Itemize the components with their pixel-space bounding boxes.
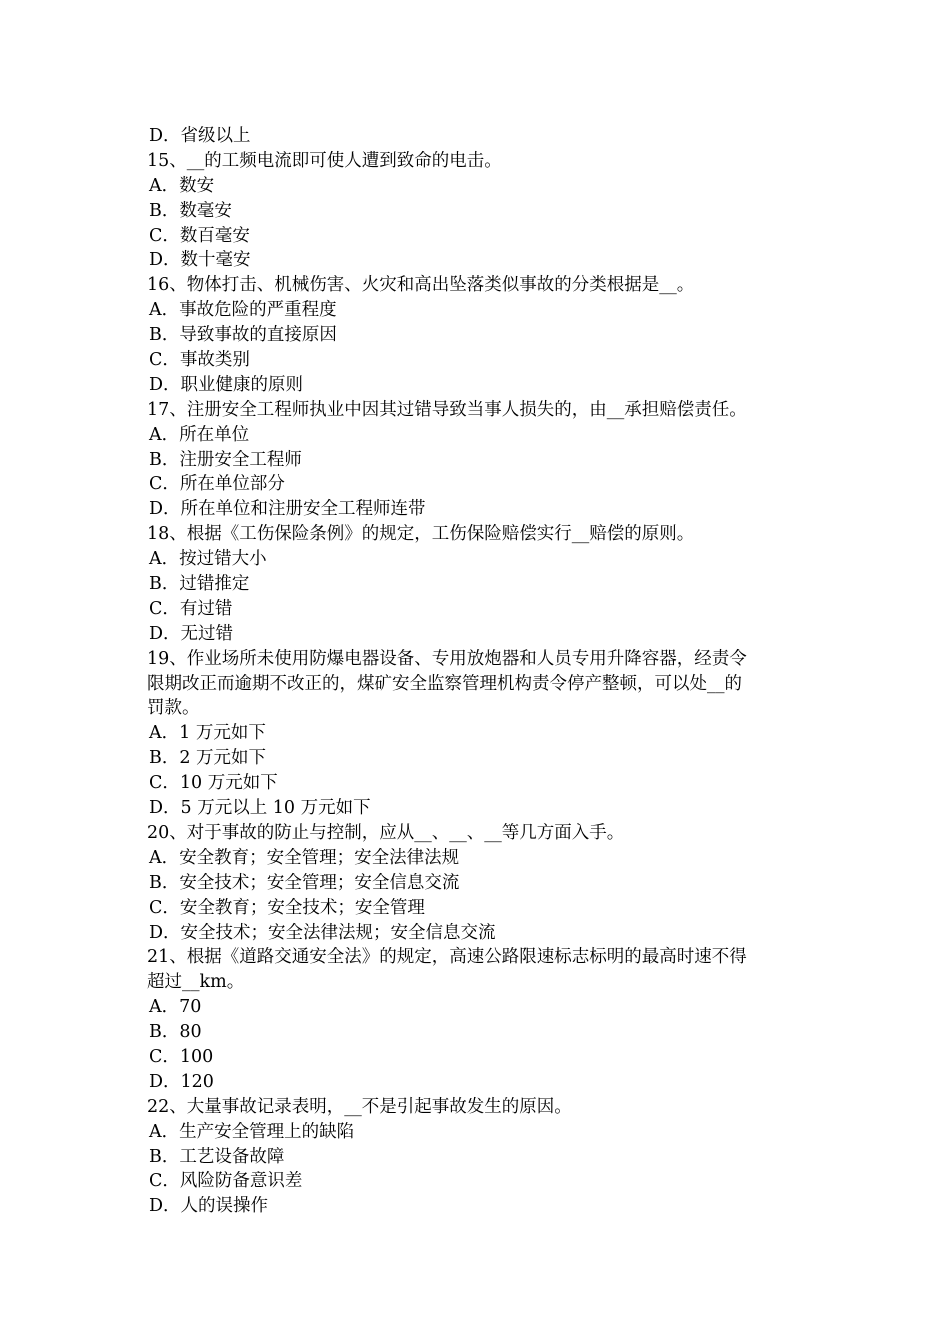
question-text-line: 21、根据《道路交通安全法》的规定，高速公路限速标志标明的最高时速不得 (147, 947, 747, 968)
answer-option: D．省级以上 (149, 126, 251, 146)
answer-option: B．80 (149, 1022, 202, 1043)
answer-option: A．1 万元如下 (149, 723, 266, 744)
answer-option: B．数毫安 (149, 200, 232, 221)
answer-option: D．职业健康的原则 (149, 374, 304, 395)
answer-option: A．按过错大小 (149, 549, 267, 570)
answer-option: D．人的误操作 (149, 1196, 269, 1217)
answer-option: D．安全技术；安全法律法规；安全信息交流 (149, 922, 496, 943)
question-text-line: 16、物体打击、机械伤害、火灾和高出坠落类似事故的分类根据是__。 (147, 275, 695, 296)
answer-option: B．注册安全工程师 (149, 449, 302, 470)
answer-option: B．过错推定 (149, 574, 250, 595)
question-text-line: 20、对于事故的防止与控制，应从__、__、__等几方面入手。 (147, 822, 625, 843)
question-text-line: 罚款。 (147, 698, 200, 719)
answer-option: B．安全技术；安全管理；安全信息交流 (149, 872, 460, 893)
answer-option: C．安全教育；安全技术；安全管理 (149, 897, 425, 918)
question-text-line: 限期改正而逾期不改正的，煤矿安全监察管理机构责令停产整顿，可以处__的 (147, 673, 742, 694)
question-list (147, 124, 817, 1219)
question-text-line: 19、作业场所未使用防爆电器设备、专用放炮器和人员专用升降容器，经责令 (147, 648, 747, 669)
answer-option: A．安全教育；安全管理；安全法律法规 (149, 847, 460, 868)
answer-option: B．工艺设备故障 (149, 1146, 285, 1167)
answer-option: D．无过错 (149, 623, 234, 644)
answer-option: D．数十毫安 (149, 250, 251, 271)
answer-option: C．所在单位部分 (149, 474, 285, 495)
answer-option: A．事故危险的严重程度 (149, 300, 337, 321)
answer-option: D．120 (149, 1071, 214, 1092)
answer-option: C．100 (149, 1046, 214, 1067)
answer-option: A．70 (149, 997, 202, 1018)
answer-option: D．5 万元以上 10 万元如下 (149, 798, 371, 819)
answer-option: A．数安 (149, 175, 215, 196)
answer-option: B．导致事故的直接原因 (149, 325, 337, 346)
answer-option: D．所在单位和注册安全工程师连带 (149, 499, 426, 520)
answer-option: C．10 万元如下 (149, 773, 278, 794)
answer-option: C．风险防备意识差 (149, 1171, 303, 1192)
answer-option: C．有过错 (149, 598, 233, 619)
answer-option: C．事故类别 (149, 350, 250, 371)
answer-option: A．生产安全管理上的缺陷 (149, 1121, 355, 1142)
question-text-line: 22、大量事故记录表明，__不是引起事故发生的原因。 (147, 1096, 572, 1117)
answer-option: A．所在单位 (149, 424, 250, 445)
answer-option: C．数百毫安 (149, 225, 250, 246)
question-text-line: 15、__的工频电流即可使人遭到致命的电击。 (147, 150, 502, 171)
question-text-line: 超过__km。 (147, 972, 245, 993)
answer-option: B．2 万元如下 (149, 748, 267, 769)
question-text-line: 17、注册安全工程师执业中因其过错导致当事人损失的，由__承担赔偿责任。 (147, 399, 747, 420)
question-text-line: 18、根据《工伤保险条例》的规定，工伤保险赔偿实行__赔偿的原则。 (147, 524, 695, 545)
